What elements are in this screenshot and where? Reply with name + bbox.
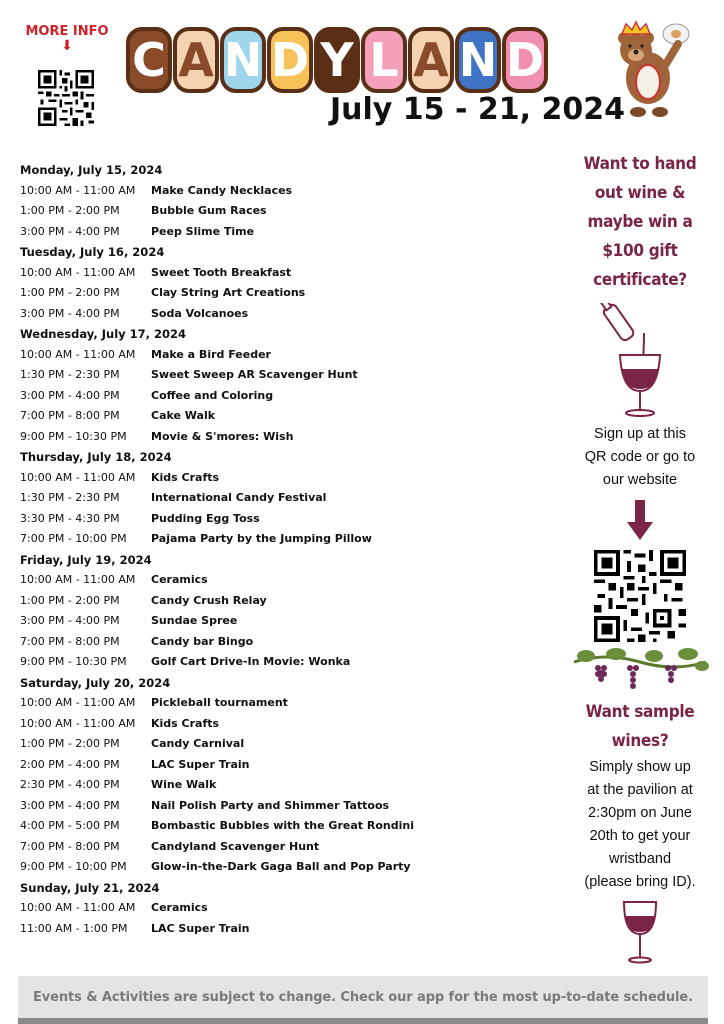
bear-chef-mascot-icon — [602, 20, 698, 120]
event-row — [20, 222, 540, 243]
event-time: 2:30 PM - 4:00 PM — [20, 778, 120, 791]
event-time: 10:00 AM - 11:00 AM — [20, 470, 136, 484]
event-name: Coffee and Coloring — [151, 388, 274, 402]
event-row — [20, 919, 540, 940]
event-name: Make Candy Necklaces — [151, 183, 293, 197]
event-time: 1:30 PM - 2:30 PM — [20, 368, 120, 381]
event-row — [20, 775, 540, 796]
event-name: International Candy Festival — [151, 491, 327, 504]
candyland-title — [126, 20, 549, 100]
day-heading: Friday, July 19, 2024 — [20, 552, 152, 567]
day-heading: Sunday, July 21, 2024 — [20, 880, 160, 895]
title-letter: L — [361, 27, 407, 93]
info-line: 20th to get your — [589, 828, 691, 844]
event-row — [20, 201, 540, 222]
event-row — [20, 345, 540, 366]
event-time: 3:30 PM - 4:30 PM — [20, 511, 120, 525]
event-row — [20, 591, 540, 612]
event-name: Golf Cart Drive-In Movie: Wonka — [151, 655, 351, 668]
event-time: 1:30 PM - 2:30 PM — [20, 491, 120, 504]
title-letter: D — [267, 27, 313, 93]
event-name: Pickleball tournament — [151, 696, 288, 709]
event-row — [20, 304, 540, 325]
title-letter: C — [126, 27, 172, 93]
event-row — [20, 816, 540, 837]
event-time: 7:00 PM - 8:00 PM — [20, 634, 120, 648]
event-name: LAC Super Train — [151, 921, 250, 935]
event-time: 1:00 PM - 2:00 PM — [20, 737, 120, 750]
event-row — [20, 857, 540, 878]
info-line: (please bring ID). — [584, 874, 696, 890]
day-heading: Saturday, July 20, 2024 — [20, 675, 171, 690]
event-name: Kids Crafts — [151, 470, 220, 484]
title-letter: Y — [314, 27, 360, 93]
event-row — [20, 181, 540, 202]
sample-wine-instructions — [566, 756, 714, 894]
day-heading: Monday, July 15, 2024 — [20, 163, 163, 177]
event-name: Sweet Sweep AR Scavenger Hunt — [151, 368, 358, 381]
event-name: Ceramics — [151, 573, 208, 586]
promo-line: maybe win a — [587, 212, 693, 232]
event-row — [20, 652, 540, 673]
signup-line: QR code or go to — [584, 449, 696, 465]
event-name: Pudding Egg Toss — [151, 511, 260, 525]
event-row — [20, 509, 540, 530]
event-name: Bombastic Bubbles with the Great Rondini — [151, 819, 414, 832]
signup-instructions — [566, 423, 714, 492]
arrow-down-icon: ⬇ — [61, 38, 73, 54]
event-time: 10:00 AM - 11:00 AM — [20, 183, 136, 197]
title-letter: N — [220, 27, 266, 93]
signup-qr-code-icon[interactable] — [594, 550, 686, 642]
event-time: 3:00 PM - 4:00 PM — [20, 614, 120, 627]
event-row — [20, 734, 540, 755]
footer-divider — [18, 1018, 708, 1024]
info-line: at the pavilion at — [587, 782, 693, 798]
event-time: 1:00 PM - 2:00 PM — [20, 593, 120, 607]
promo-line: Want sample — [585, 702, 695, 722]
schedule-change-notice: Events & Activities are subject to change. Check our app for the most up-to-date schedule. — [33, 990, 693, 1005]
event-name: Candy bar Bingo — [151, 634, 254, 648]
day-heading: Thursday, July 18, 2024 — [20, 450, 172, 464]
sidebar — [566, 150, 714, 964]
event-name: Sundae Spree — [151, 614, 238, 627]
signup-line: our website — [602, 472, 678, 488]
event-row — [20, 427, 540, 448]
event-row — [20, 755, 540, 776]
promo-line: wines? — [611, 731, 669, 751]
event-time: 4:00 PM - 5:00 PM — [20, 819, 120, 832]
event-row — [20, 714, 540, 735]
event-name: Kids Crafts — [151, 716, 220, 730]
info-line: Simply show up — [589, 759, 691, 775]
grapevine-icon — [570, 648, 710, 694]
event-name: Candy Carnival — [151, 737, 245, 750]
event-time: 2:00 PM - 4:00 PM — [20, 757, 120, 771]
arrow-down-icon — [627, 500, 653, 540]
event-row — [20, 693, 540, 714]
event-row — [20, 406, 540, 427]
event-time: 9:00 PM - 10:00 PM — [20, 860, 127, 873]
event-name: Soda Volcanoes — [151, 306, 249, 320]
event-time: 10:00 AM - 11:00 AM — [20, 573, 136, 586]
event-name: Candyland Scavenger Hunt — [151, 839, 320, 853]
footer — [18, 976, 708, 1024]
promo-line: certificate? — [593, 270, 687, 290]
event-row — [20, 898, 540, 919]
event-time: 10:00 AM - 11:00 AM — [20, 347, 136, 361]
event-row — [20, 796, 540, 817]
event-row — [20, 468, 540, 489]
event-name: Pajama Party by the Jumping Pillow — [151, 532, 372, 545]
event-time: 3:00 PM - 4:00 PM — [20, 306, 120, 320]
event-row — [20, 263, 540, 284]
promo-line: out wine & — [594, 183, 686, 203]
wine-glass-icon — [620, 900, 660, 964]
promo-line: Want to hand — [583, 154, 697, 174]
event-row — [20, 365, 540, 386]
event-time: 7:00 PM - 8:00 PM — [20, 839, 120, 853]
event-row — [20, 611, 540, 632]
event-row — [20, 386, 540, 407]
event-time: 9:00 PM - 10:30 PM — [20, 655, 127, 668]
signup-line: Sign up at this — [594, 426, 686, 442]
event-name: Movie & S'mores: Wish — [151, 429, 294, 443]
sample-wine-promo — [566, 698, 714, 756]
info-line: wristband — [608, 851, 672, 867]
event-time: 7:00 PM - 10:00 PM — [20, 532, 127, 545]
event-time: 3:00 PM - 4:00 PM — [20, 388, 120, 402]
title-letter: A — [408, 27, 454, 93]
event-name: LAC Super Train — [151, 757, 250, 771]
event-time: 1:00 PM - 2:00 PM — [20, 204, 120, 217]
event-row — [20, 570, 540, 591]
event-time: 9:00 PM - 10:30 PM — [20, 429, 127, 443]
event-row — [20, 283, 540, 304]
event-name: Sweet Tooth Breakfast — [151, 265, 292, 279]
event-time: 10:00 AM - 11:00 AM — [20, 716, 136, 730]
event-time: 3:00 PM - 4:00 PM — [20, 224, 120, 238]
qr-code-icon[interactable] — [38, 70, 94, 126]
event-name: Candy Crush Relay — [151, 593, 267, 607]
event-name: Wine Walk — [151, 778, 217, 791]
event-name: Ceramics — [151, 901, 208, 914]
event-name: Bubble Gum Races — [151, 204, 267, 217]
day-heading: Wednesday, July 17, 2024 — [20, 327, 187, 341]
event-row — [20, 488, 540, 509]
promo-line: $100 gift — [602, 241, 678, 261]
title-letter: A — [173, 27, 219, 93]
event-row — [20, 837, 540, 858]
event-time: 10:00 AM - 11:00 AM — [20, 265, 136, 279]
event-name: Clay String Art Creations — [151, 286, 306, 299]
wine-pour-icon — [600, 303, 680, 421]
event-time: 10:00 AM - 11:00 AM — [20, 901, 136, 914]
title-letter: D — [502, 27, 548, 93]
schedule-list — [20, 160, 540, 939]
event-name: Make a Bird Feeder — [151, 347, 271, 361]
event-dates: July 15 - 21, 2024 — [330, 92, 625, 127]
event-time: 3:00 PM - 4:00 PM — [20, 798, 120, 812]
event-time: 1:00 PM - 2:00 PM — [20, 286, 120, 299]
event-time: 10:00 AM - 11:00 AM — [20, 696, 136, 709]
info-line: 2:30pm on June — [588, 805, 692, 821]
event-name: Nail Polish Party and Shimmer Tattoos — [151, 798, 390, 812]
title-letter: N — [455, 27, 501, 93]
event-name: Peep Slime Time — [151, 224, 255, 238]
event-name: Cake Walk — [151, 409, 216, 422]
event-time: 11:00 AM - 1:00 PM — [20, 921, 128, 935]
event-time: 7:00 PM - 8:00 PM — [20, 409, 120, 422]
wine-volunteer-promo — [566, 150, 714, 295]
event-name: Glow-in-the-Dark Gaga Ball and Pop Party — [151, 860, 411, 873]
event-row — [20, 632, 540, 653]
event-row — [20, 529, 540, 550]
more-info-label: MORE INFO — [25, 24, 109, 39]
day-heading: Tuesday, July 16, 2024 — [20, 245, 165, 259]
more-info-callout — [24, 24, 110, 53]
